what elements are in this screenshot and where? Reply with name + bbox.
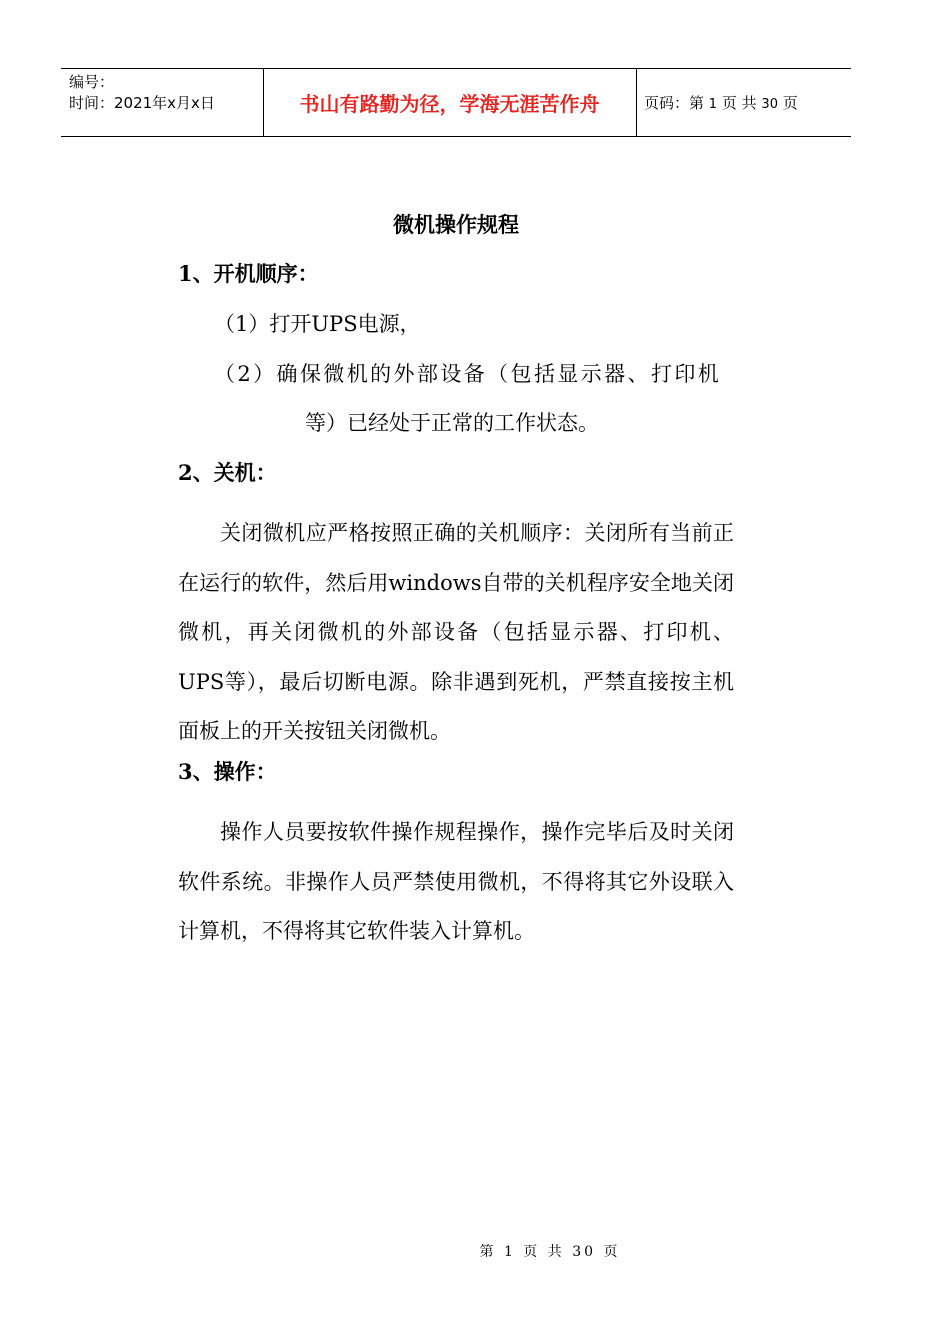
- header-divider: [636, 69, 637, 136]
- startup-step-2: （2）确保微机的外部设备（包括显示器、打印机: [214, 362, 722, 386]
- section-heading-startup: 1、开机顺序：: [178, 261, 319, 286]
- header-motto: 书山有路勤为径，学海无涯苦作舟: [299, 92, 600, 116]
- header-page-indicator: 页码：第 1 页 共 30 页: [644, 94, 798, 112]
- section-heading-shutdown: 2、关机：: [178, 460, 277, 485]
- startup-step-1: （1）打开UPS电源，: [214, 312, 421, 336]
- header-meta: [69, 72, 215, 114]
- header-table: [61, 68, 851, 137]
- operation-paragraph: 操作人员要按软件操作规程操作，操作完毕后及时关闭软件系统。非操作人员严禁使用微机，不得将其它外设联入计算机，不得将其它软件装入计算机。: [178, 820, 734, 944]
- page-footer: 第 1 页 共 30 页: [479, 1244, 621, 1260]
- time-label: 时间：2021年x月x日: [69, 94, 215, 112]
- section-heading-operation: 3、操作：: [178, 759, 277, 784]
- total-pages: 30: [761, 97, 778, 112]
- document-title: 微机操作规程: [393, 212, 519, 237]
- current-page: 1: [708, 97, 718, 112]
- startup-step-2-continued: 等）已经处于正常的工作状态。: [305, 411, 599, 435]
- shutdown-paragraph: 关闭微机应严格按照正确的关机顺序：关闭所有当前正在运行的软件，然后用windows自带的关机程序安全地关闭微机，再关闭微机的外部设备（包括显示器、打印机、 UPS等），最后切断电源。除非遇到死机，严禁直接按主机面板上的开关按钮关闭微机。: [178, 521, 734, 744]
- number-label: 编号：: [69, 73, 115, 91]
